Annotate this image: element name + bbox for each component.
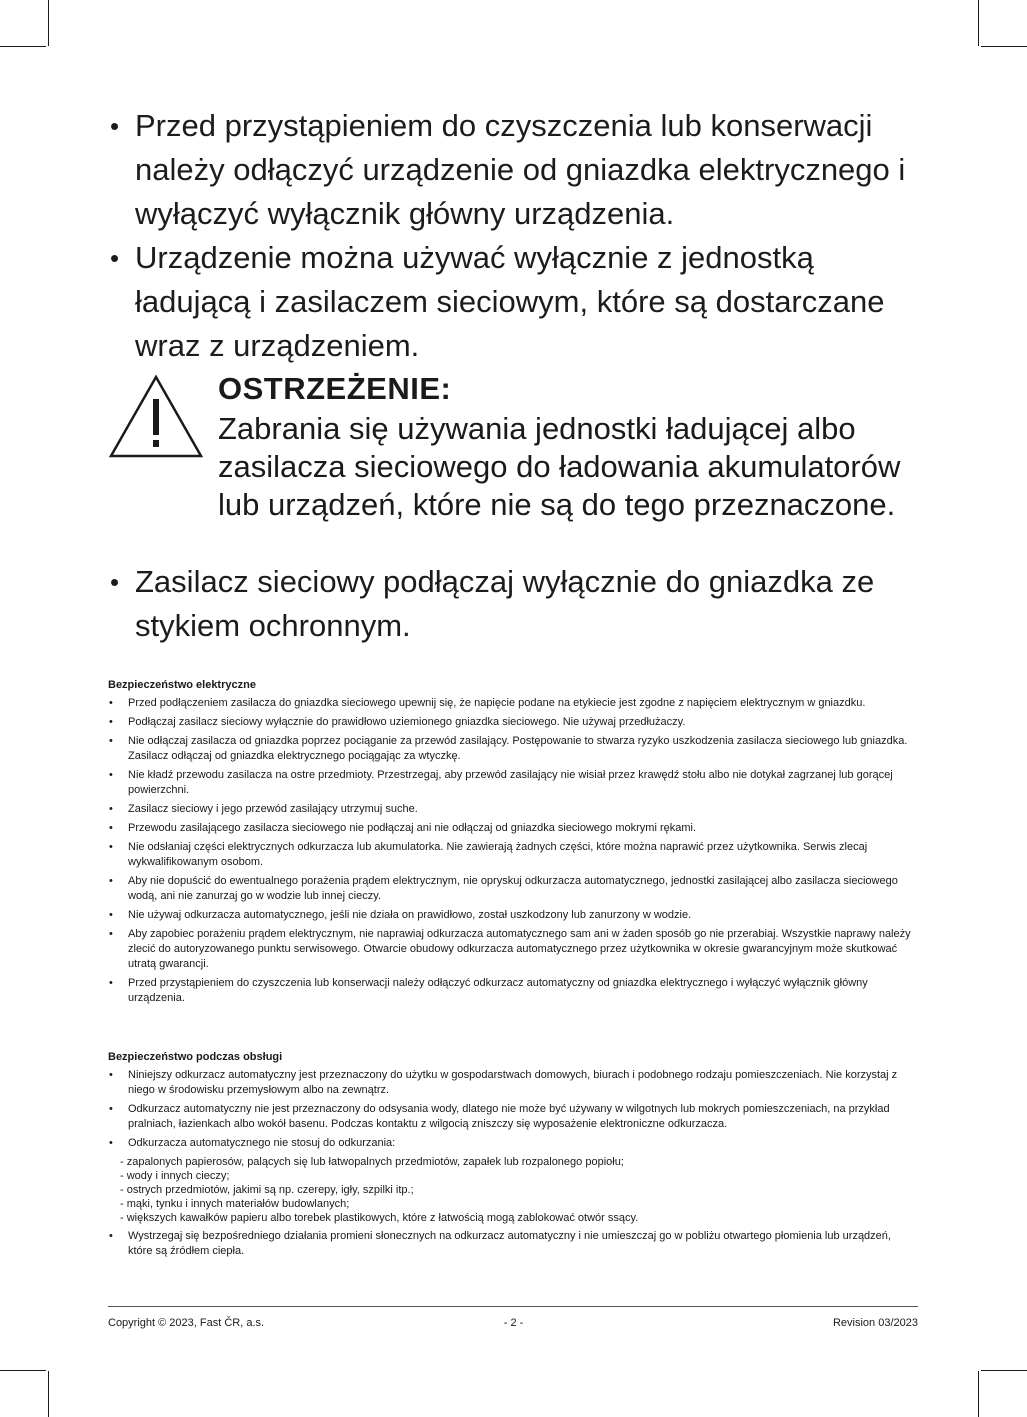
section-title: Bezpieczeństwo elektryczne xyxy=(108,679,256,691)
list-item: • Wystrzegaj się bezpośredniego działania promieni słonecznych na odkurzacz automatyczny i nie umieszczaj go w pobliżu otwartego płomienia lub urządzeń, które są źródłem ciepła. xyxy=(108,1229,918,1259)
bottom-bullet-list xyxy=(108,560,928,648)
footer-page-number: - 2 - xyxy=(503,1317,524,1329)
list-item: • Odkurzacza automatycznego nie stosuj do odkurzania: xyxy=(108,1136,918,1151)
big-bullet-item: • Zasilacz sieciowy podłączaj wyłącznie do gniazdka ze stykiem ochronnym. xyxy=(108,560,928,648)
sub-list-item: - zapalonych papierosów, palących się lub łatwopalnych przedmiotów, zapałek lub rozpalonego popiołu; xyxy=(120,1156,624,1168)
warning-triangle-icon xyxy=(108,374,204,460)
crop-mark xyxy=(978,0,979,46)
sub-list-item: - wody i innych cieczy; xyxy=(120,1170,230,1182)
list-item: • Podłączaj zasilacz sieciowy wyłącznie do prawidłowo uziemionego gniazdka sieciowego. Nie używaj przedłużaczy. xyxy=(108,715,918,730)
operation-safety-section xyxy=(108,1050,918,1263)
list-item: • Nie kładź przewodu zasilacza na ostre przedmioty. Przestrzegaj, aby przewód zasilający nie wisiał przez krawędź stołu albo nie dotykał zagrzanej lub gorącej powierzchni. xyxy=(108,768,918,798)
list-item: • Nie używaj odkurzacza automatycznego, jeśli nie działa on prawidłowo, został uszkodzony lub zanurzony w wodzie. xyxy=(108,908,918,923)
footer-copyright: Copyright © 2023, Fast ČR, a.s. xyxy=(108,1317,265,1329)
list-item: • Niniejszy odkurzacz automatyczny jest przeznaczony do użytku w gospodarstwach domowych, biurach i podobnego rodzaju pomieszczeniach. Nie korzystaj z niego w środowisku przemysłowym albo na zewnątrz. xyxy=(108,1068,918,1098)
list-item: • Przed podłączeniem zasilacza do gniazdka sieciowego upewnij się, że napięcie podane na etykiecie jest zgodne z napięciem elektrycznym w gniazdku. xyxy=(108,696,918,711)
list-item: • Aby nie dopuścić do ewentualnego porażenia prądem elektrycznym, nie opryskuj odkurzacza automatycznego, jednostki zasilającej albo zasilacza sieciowego wodą, ani nie zanurzaj go w wodzie lub innej cieczy. xyxy=(108,874,918,904)
sub-list-item: - ostrych przedmiotów, jakimi są np. czerepy, igły, szpilki itp.; xyxy=(120,1184,414,1196)
vacuum-restrictions-list xyxy=(108,1155,918,1225)
crop-mark xyxy=(0,46,46,47)
electrical-safety-section xyxy=(108,678,918,1010)
sub-list-item: - większych kawałków papieru albo torebek plastikowych, które z łatwością mogą zablokować otwór ssący. xyxy=(120,1212,639,1224)
operation-safety-list-continued xyxy=(108,1229,918,1259)
crop-mark xyxy=(48,0,49,46)
operation-safety-list xyxy=(108,1068,918,1151)
footer-revision: Revision 03/2023 xyxy=(832,1317,918,1329)
footer-divider xyxy=(108,1306,918,1307)
warning-title: OSTRZEŻENIE: xyxy=(218,371,452,406)
section-title: Bezpieczeństwo podczas obsługi xyxy=(108,1051,283,1063)
crop-mark xyxy=(978,1371,979,1417)
list-item: • Przewodu zasilającego zasilacza sieciowego nie podłączaj ani nie odłączaj od gniazdka sieciowego mokrymi rękami. xyxy=(108,821,918,836)
list-item: • Odkurzacz automatyczny nie jest przeznaczony do odsysania wody, dlatego nie może być używany w wilgotnych lub mokrych pomieszczeniach, na przykład pralniach, łazienkach albo wokół basenu. Podczas kontaktu z wilgocią zniszczy się wyposażenie elektroniczne odkurzacza. xyxy=(108,1102,918,1132)
crop-mark xyxy=(0,1370,46,1371)
list-item: • Nie odłączaj zasilacza od gniazdka poprzez pociąganie za przewód zasilający. Postępowanie to stwarza ryzyko uszkodzenia zasilacza sieciowego lub gniazdka. Zasilacz odłączaj od gniazdka elektrycznego pociągając za wtyczkę. xyxy=(108,734,918,764)
list-item: • Aby zapobiec porażeniu prądem elektrycznym, nie naprawiaj odkurzacza automatycznego sam ani w żaden sposób go nie przerabiaj. Wszystkie naprawy należy zlecić do autoryzowanego punktu serwisowego. Otwarcie obudowy odkurzacza automatycznego przez użytkownika w okresie gwarancyjnym może skutkować utratą gwarancji. xyxy=(108,927,918,972)
electrical-safety-list xyxy=(108,696,918,1006)
big-bullet-item: • Przed przystąpieniem do czyszczenia lub konserwacji należy odłączyć urządzenie od gniazdka elektrycznego i wyłączyć wyłącznik główny urządzenia. xyxy=(108,104,928,236)
warning-box xyxy=(108,368,928,538)
warning-text: Zabrania się używania jednostki ładującej albo zasilacza sieciowego do ładowania akumulatorów lub urządzeń, które nie są do tego przeznaczone. xyxy=(218,411,901,522)
sub-list-item: - mąki, tynku i innych materiałów budowlanych; xyxy=(120,1198,350,1210)
list-item: • Nie odsłaniaj części elektrycznych odkurzacza lub akumulatorka. Nie zawierają żadnych części, które można naprawić przez użytkownika. Serwis zlecaj wykwalifikowanym osobom. xyxy=(108,840,918,870)
crop-mark xyxy=(48,1371,49,1417)
big-bullet-item: • Urządzenie można używać wyłącznie z jednostką ładującą i zasilaczem sieciowym, które są dostarczane wraz z urządzeniem. xyxy=(108,236,928,368)
list-item: • Zasilacz sieciowy i jego przewód zasilający utrzymuj suche. xyxy=(108,802,918,817)
crop-mark xyxy=(981,46,1027,47)
list-item: • Przed przystąpieniem do czyszczenia lub konserwacji należy odłączyć odkurzacz automatyczny od gniazdka elektrycznego i wyłączyć wyłącznik główny urządzenia. xyxy=(108,976,918,1006)
top-bullet-list xyxy=(108,104,928,368)
crop-mark xyxy=(981,1370,1027,1371)
